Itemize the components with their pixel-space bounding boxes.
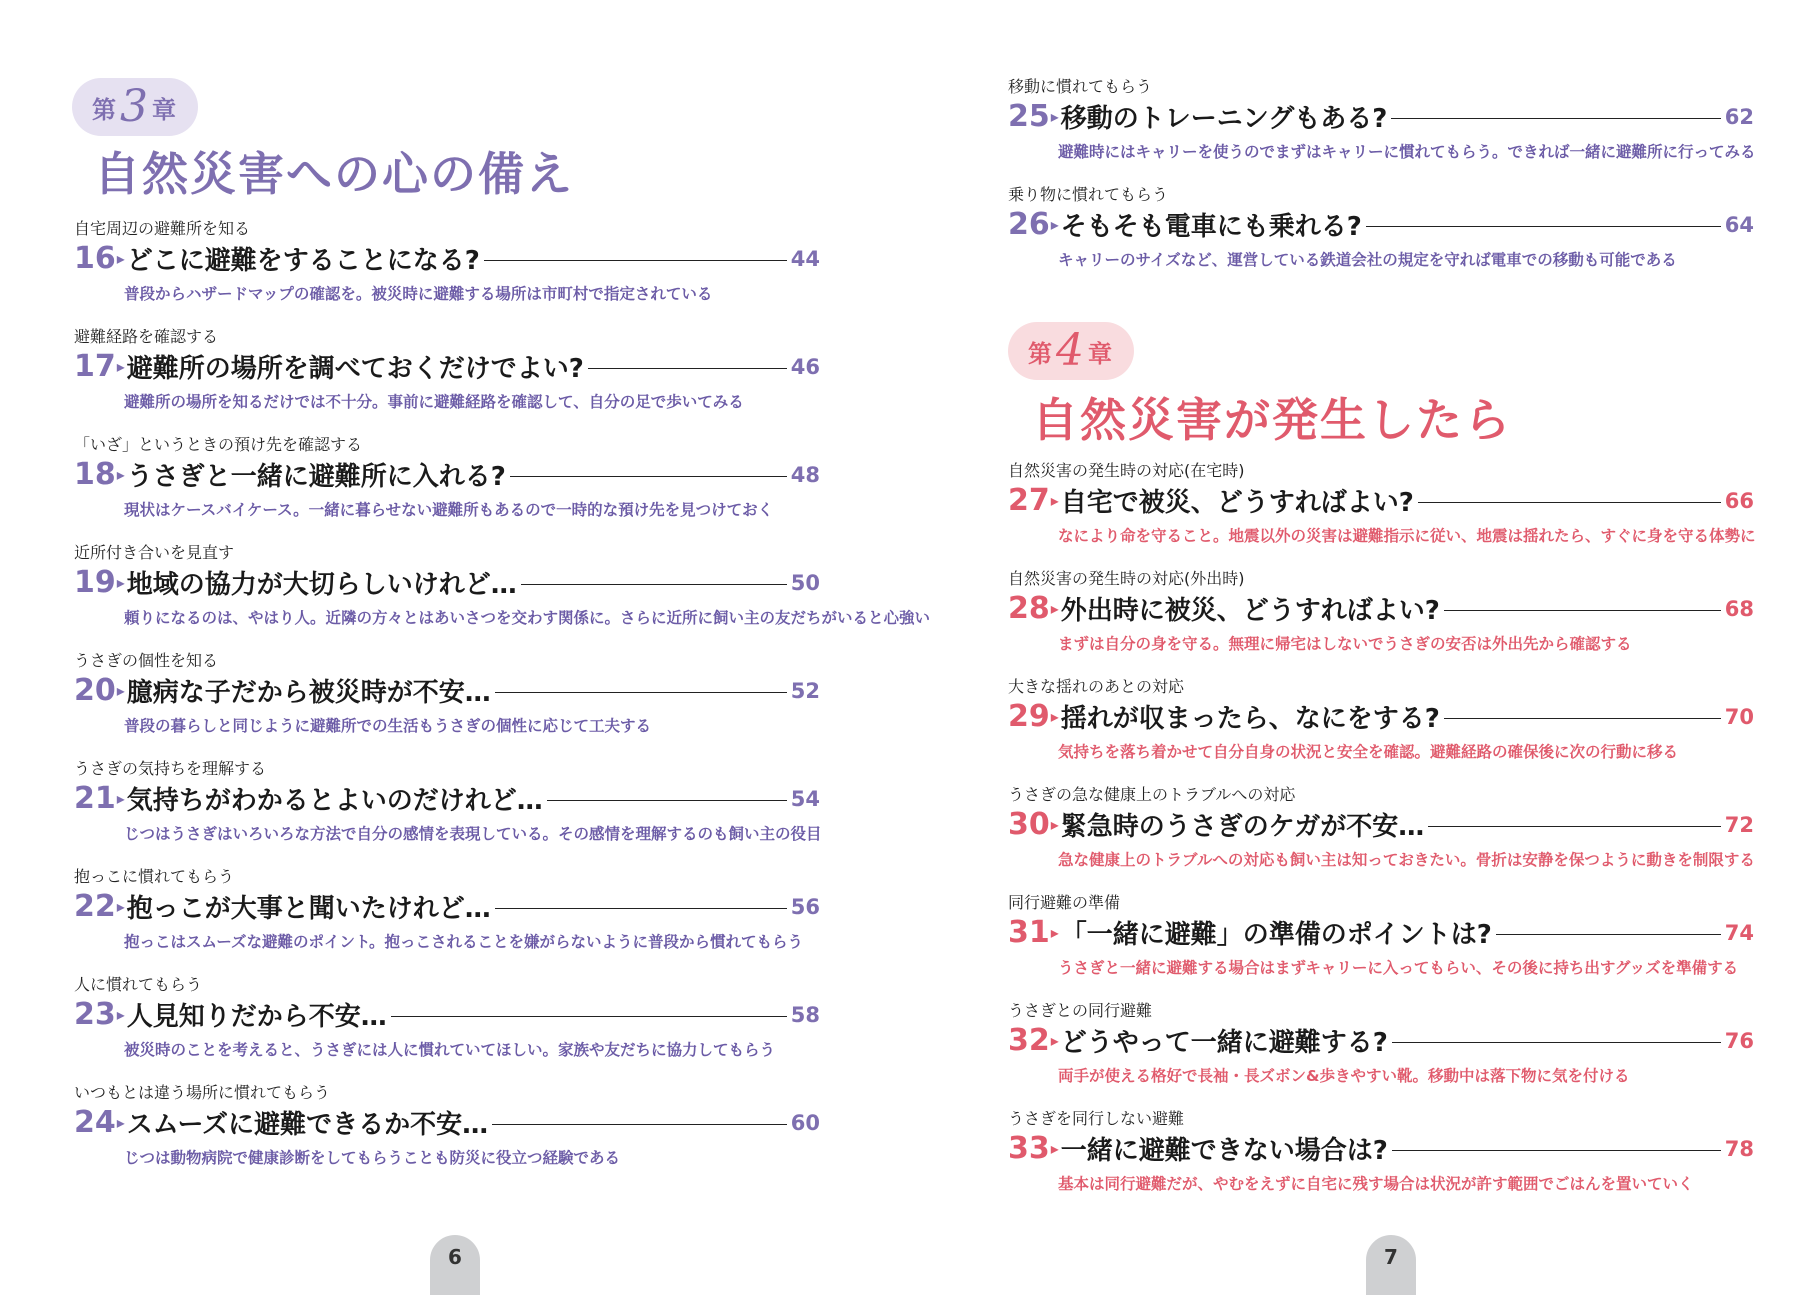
toc-entry-subheading: 近所付き合いを見直す bbox=[74, 543, 235, 562]
leader-line bbox=[1496, 934, 1721, 935]
toc-entry[interactable] bbox=[74, 432, 820, 524]
toc-entry-main-line bbox=[74, 1104, 820, 1141]
triangle-arrow-icon: ▸ bbox=[116, 1113, 125, 1132]
toc-entry-description: 急な健康上のトラブルへの対応も飼い主は知っておきたい。骨折は安静を保つように動きを制限する bbox=[1058, 851, 1755, 869]
chapter-prefix: 第 bbox=[1028, 338, 1052, 368]
leader-line bbox=[1392, 1042, 1721, 1043]
triangle-arrow-icon: ▸ bbox=[1050, 107, 1059, 126]
triangle-arrow-icon: ▸ bbox=[116, 249, 125, 268]
toc-entry[interactable] bbox=[1008, 782, 1754, 874]
toc-entry-description: うさぎと一緒に避難する場合はまずキャリーに入ってもらい、その後に持ち出すグッズを準備する bbox=[1058, 959, 1739, 977]
toc-entry[interactable] bbox=[1008, 74, 1754, 166]
toc-entry-description: じつは動物病院で健康診断をしてもらうことも防災に役立つ経験である bbox=[124, 1149, 621, 1167]
toc-entry-subheading: 乗り物に慣れてもらう bbox=[1008, 185, 1169, 204]
toc-entry-main-line bbox=[74, 564, 820, 601]
toc-entry-page-number: 56 bbox=[790, 894, 820, 919]
toc-entry-page-number: 62 bbox=[1724, 104, 1754, 129]
toc-entry-main-line bbox=[74, 888, 820, 925]
toc-entry-number: 20 bbox=[74, 672, 116, 708]
toc-entry-title: 自宅で被災、どうすればよい? bbox=[1060, 488, 1414, 518]
triangle-arrow-icon: ▸ bbox=[116, 573, 125, 592]
triangle-arrow-icon: ▸ bbox=[1050, 815, 1059, 834]
toc-entry[interactable] bbox=[1008, 674, 1754, 766]
toc-entry-number: 30 bbox=[1008, 806, 1050, 842]
toc-entry-title: 外出時に被災、どうすればよい? bbox=[1060, 596, 1440, 626]
toc-entry-main-line bbox=[1008, 98, 1754, 135]
leader-line bbox=[1391, 118, 1720, 119]
triangle-arrow-icon: ▸ bbox=[1050, 923, 1059, 942]
toc-entry[interactable] bbox=[74, 864, 820, 956]
chapter-4-title: 自然災害が発生したら bbox=[1032, 393, 1512, 447]
toc-entry-number: 18 bbox=[74, 456, 116, 492]
toc-entry[interactable] bbox=[1008, 890, 1754, 982]
toc-entry-description: キャリーのサイズなど、運営している鉄道会社の規定を守れば電車での移動も可能である bbox=[1058, 251, 1677, 269]
toc-entry-title: そもそも電車にも乗れる? bbox=[1060, 212, 1362, 242]
toc-entry-main-line bbox=[74, 780, 820, 817]
toc-entry-number: 28 bbox=[1008, 590, 1050, 626]
leader-line bbox=[1428, 826, 1721, 827]
toc-entry-page-number: 64 bbox=[1724, 212, 1754, 237]
toc-entry-page-number: 50 bbox=[790, 570, 820, 595]
toc-entry-subheading: 自然災害の発生時の対応(外出時) bbox=[1008, 569, 1245, 588]
triangle-arrow-icon: ▸ bbox=[1050, 1139, 1059, 1158]
chapter-3-title: 自然災害への心の備え bbox=[94, 147, 574, 201]
toc-entry-main-line bbox=[74, 456, 820, 493]
leader-line bbox=[510, 476, 787, 477]
toc-entry-page-number: 60 bbox=[790, 1110, 820, 1135]
toc-entry[interactable] bbox=[74, 756, 820, 848]
leader-line bbox=[495, 692, 787, 693]
chapter-suffix: 章 bbox=[1088, 338, 1112, 368]
triangle-arrow-icon: ▸ bbox=[1050, 491, 1059, 510]
toc-entry[interactable] bbox=[74, 216, 820, 308]
toc-entry-title: 臆病な子だから被災時が不安… bbox=[126, 678, 491, 708]
leader-line bbox=[1444, 718, 1721, 719]
toc-entry-number: 26 bbox=[1008, 206, 1050, 242]
toc-entry-subheading: うさぎの個性を知る bbox=[74, 651, 219, 670]
toc-entry-number: 21 bbox=[74, 780, 116, 816]
leader-line bbox=[495, 908, 787, 909]
toc-entry-description: まずは自分の身を守る。無理に帰宅はしないでうさぎの安否は外出先から確認する bbox=[1058, 635, 1632, 653]
triangle-arrow-icon: ▸ bbox=[1050, 599, 1059, 618]
toc-entry-number: 22 bbox=[74, 888, 116, 924]
toc-entry-description: 被災時のことを考えると、うさぎには人に慣れていてほしい。家族や友だちに協力してもらう bbox=[124, 1041, 776, 1059]
toc-entry-title: 避難所の場所を調べておくだけでよい? bbox=[126, 354, 584, 384]
toc-entry-subheading: 移動に慣れてもらう bbox=[1008, 77, 1153, 96]
leader-line bbox=[484, 260, 787, 261]
toc-entry[interactable] bbox=[1008, 458, 1754, 550]
toc-entry-page-number: 58 bbox=[790, 1002, 820, 1027]
toc-entry-title: どうやって一緒に避難する? bbox=[1060, 1028, 1388, 1058]
toc-entry-page-number: 78 bbox=[1724, 1136, 1754, 1161]
triangle-arrow-icon: ▸ bbox=[1050, 1031, 1059, 1050]
toc-entry-number: 25 bbox=[1008, 98, 1050, 134]
toc-entry-main-line bbox=[74, 672, 820, 709]
triangle-arrow-icon: ▸ bbox=[116, 465, 125, 484]
toc-entry-page-number: 74 bbox=[1724, 920, 1754, 945]
toc-entry-subheading: 同行避難の準備 bbox=[1008, 893, 1121, 912]
triangle-arrow-icon: ▸ bbox=[116, 357, 125, 376]
toc-entry-title: 一緒に避難できない場合は? bbox=[1060, 1136, 1388, 1166]
toc-entry-page-number: 52 bbox=[790, 678, 820, 703]
toc-entry-subheading: 自宅周辺の避難所を知る bbox=[74, 219, 251, 238]
toc-entry-description: 現状はケースバイケース。一緒に暮らせない避難所もあるので一時的な預け先を見つけておく bbox=[124, 501, 774, 519]
toc-entry-title: 移動のトレーニングもある? bbox=[1060, 104, 1388, 134]
toc-entry-number: 23 bbox=[74, 996, 116, 1032]
toc-entry[interactable] bbox=[74, 648, 820, 740]
toc-entry-number: 32 bbox=[1008, 1022, 1050, 1058]
toc-entry-page-number: 48 bbox=[790, 462, 820, 487]
toc-entry-number: 33 bbox=[1008, 1130, 1050, 1166]
triangle-arrow-icon: ▸ bbox=[1050, 215, 1059, 234]
leader-line bbox=[521, 584, 787, 585]
toc-entry-description: 頼りになるのは、やはり人。近隣の方々とはあいさつを交わす関係に。さらに近所に飼い主の友だちがいると心強い bbox=[124, 609, 931, 627]
toc-entry-description: 基本は同行避難だが、やむをえずに自宅に残す場合は状況が許す範囲でごはんを置いていく bbox=[1058, 1175, 1694, 1193]
toc-entry-description: 避難所の場所を知るだけでは不十分。事前に避難経路を確認して、自分の足で歩いてみる bbox=[124, 393, 744, 411]
toc-entry[interactable] bbox=[1008, 566, 1754, 658]
leader-line bbox=[588, 368, 787, 369]
toc-entry-main-line bbox=[1008, 482, 1754, 519]
leader-line bbox=[391, 1016, 787, 1017]
chapter-prefix: 第 bbox=[92, 94, 116, 124]
toc-entry-subheading: 避難経路を確認する bbox=[74, 327, 219, 346]
toc-entry-subheading: 抱っこに慣れてもらう bbox=[74, 867, 235, 886]
chapter-suffix: 章 bbox=[152, 94, 176, 124]
toc-entry-description: なにより命を守ること。地震以外の災害は避難指示に従い、地震は揺れたら、すぐに身を守る体勢に bbox=[1058, 527, 1756, 545]
toc-entry-title: スムーズに避難できるか不安… bbox=[126, 1110, 489, 1140]
toc-entry-main-line bbox=[1008, 698, 1754, 735]
toc-entry[interactable] bbox=[74, 972, 820, 1064]
toc-entry[interactable] bbox=[1008, 182, 1754, 274]
leader-line bbox=[1366, 226, 1721, 227]
toc-entry-title: うさぎと一緒に避難所に入れる? bbox=[126, 462, 506, 492]
toc-entry-page-number: 72 bbox=[1724, 812, 1754, 837]
toc-entry-subheading: いつもとは違う場所に慣れてもらう bbox=[74, 1083, 331, 1102]
leader-line bbox=[1392, 1150, 1721, 1151]
toc-entry-number: 16 bbox=[74, 240, 116, 276]
toc-entry-title: 抱っこが大事と聞いたけれど… bbox=[126, 894, 491, 924]
triangle-arrow-icon: ▸ bbox=[116, 1005, 125, 1024]
toc-entry-subheading: 大きな揺れのあとの対応 bbox=[1008, 677, 1185, 696]
toc-entry-title: どこに避難をすることになる? bbox=[126, 246, 480, 276]
toc-entry-page-number: 54 bbox=[790, 786, 820, 811]
toc-entry-description: 普段の暮らしと同じように避難所での生活もうさぎの個性に応じて工夫する bbox=[124, 717, 652, 735]
toc-entry-subheading: うさぎを同行しない避難 bbox=[1008, 1109, 1185, 1128]
toc-entry-page-number: 46 bbox=[790, 354, 820, 379]
toc-entry-number: 29 bbox=[1008, 698, 1050, 734]
triangle-arrow-icon: ▸ bbox=[1050, 707, 1059, 726]
toc-entry-title: 気持ちがわかるとよいのだけれど… bbox=[126, 786, 543, 816]
toc-entry[interactable] bbox=[1008, 1106, 1754, 1198]
triangle-arrow-icon: ▸ bbox=[116, 789, 125, 808]
toc-entry-main-line bbox=[74, 996, 820, 1033]
toc-entry-description: 両手が使える格好で長袖・長ズボン&歩きやすい靴。移動中は落下物に気を付ける bbox=[1058, 1067, 1630, 1085]
toc-entry[interactable] bbox=[74, 324, 820, 416]
toc-entry-page-number: 66 bbox=[1724, 488, 1754, 513]
toc-entry-description: 抱っこはスムーズな避難のポイント。抱っこされることを嫌がらないように普段から慣れてもらう bbox=[124, 933, 804, 951]
toc-entry-page-number: 76 bbox=[1724, 1028, 1754, 1053]
toc-entry-description: 普段からハザードマップの確認を。被災時に避難する場所は市町村で指定されている bbox=[124, 285, 713, 303]
right-page bbox=[910, 0, 1820, 1285]
chapter-3-badge bbox=[72, 78, 198, 136]
page-folio: 6 bbox=[430, 1235, 480, 1295]
chapter-number: 4 bbox=[1056, 325, 1084, 376]
chapter-4-badge bbox=[1008, 322, 1134, 380]
toc-entry-number: 19 bbox=[74, 564, 116, 600]
toc-entry-title: 人見知りだから不安… bbox=[126, 1002, 387, 1032]
toc-entry-main-line bbox=[1008, 206, 1754, 243]
toc-entry-description: 避難時にはキャリーを使うのでまずはキャリーに慣れてもらう。できれば一緒に避難所に行ってみる bbox=[1058, 143, 1756, 161]
toc-entry-page-number: 68 bbox=[1724, 596, 1754, 621]
toc-entry-main-line bbox=[74, 240, 820, 277]
toc-entry-subheading: 自然災害の発生時の対応(在宅時) bbox=[1008, 461, 1245, 480]
toc-entry-title: 「一緒に避難」の準備のポイントは? bbox=[1060, 920, 1492, 950]
toc-entry-main-line bbox=[1008, 806, 1754, 843]
leader-line bbox=[1418, 502, 1721, 503]
toc-entry-main-line bbox=[1008, 1022, 1754, 1059]
triangle-arrow-icon: ▸ bbox=[116, 897, 125, 916]
toc-entry-number: 27 bbox=[1008, 482, 1050, 518]
leader-line bbox=[492, 1124, 787, 1125]
toc-entry-subheading: うさぎの急な健康上のトラブルへの対応 bbox=[1008, 785, 1296, 804]
chapter-number: 3 bbox=[120, 81, 148, 132]
toc-entry-subheading: うさぎとの同行避難 bbox=[1008, 1001, 1153, 1020]
toc-entry-main-line bbox=[1008, 1130, 1754, 1167]
toc-entry-title: 揺れが収まったら、なにをする? bbox=[1060, 704, 1440, 734]
toc-entry-description: じつはうさぎはいろいろな方法で自分の感情を表現している。その感情を理解するのも飼い主の役目 bbox=[124, 825, 822, 843]
toc-entry-subheading: うさぎの気持ちを理解する bbox=[74, 759, 267, 778]
triangle-arrow-icon: ▸ bbox=[116, 681, 125, 700]
toc-entry-subheading: 「いざ」というときの預け先を確認する bbox=[74, 435, 363, 454]
toc-entry-main-line bbox=[74, 348, 820, 385]
page-folio: 7 bbox=[1366, 1235, 1416, 1295]
toc-entry-title: 緊急時のうさぎのケガが不安… bbox=[1060, 812, 1425, 842]
toc-entry-title: 地域の協力が大切らしいけれど… bbox=[126, 570, 517, 600]
toc-entry-description: 気持ちを落ち着かせて自分自身の状況と安全を確認。避難経路の確保後に次の行動に移る bbox=[1058, 743, 1679, 761]
leader-line bbox=[1444, 610, 1721, 611]
leader-line bbox=[547, 800, 787, 801]
toc-entry[interactable] bbox=[74, 1080, 820, 1172]
toc-entry-number: 24 bbox=[74, 1104, 116, 1140]
toc-entry-main-line bbox=[1008, 914, 1754, 951]
toc-entry[interactable] bbox=[1008, 998, 1754, 1090]
toc-entry-page-number: 70 bbox=[1724, 704, 1754, 729]
toc-entry-main-line bbox=[1008, 590, 1754, 627]
toc-entry[interactable] bbox=[74, 540, 931, 632]
toc-entry-number: 31 bbox=[1008, 914, 1050, 950]
toc-entry-number: 17 bbox=[74, 348, 116, 384]
toc-entry-subheading: 人に慣れてもらう bbox=[74, 975, 203, 994]
toc-entry-page-number: 44 bbox=[790, 246, 820, 271]
